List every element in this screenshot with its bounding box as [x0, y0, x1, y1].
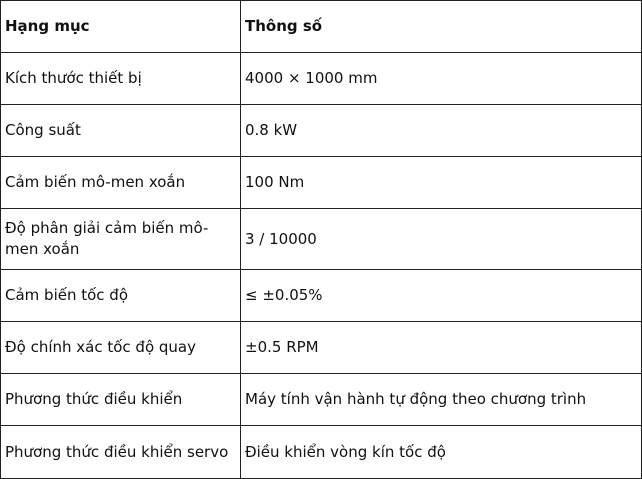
row-value-cell: 100 Nm: [241, 157, 642, 209]
row-value-cell: 0.8 kW: [241, 105, 642, 157]
table-row: [1, 270, 642, 322]
header-item: Hạng mục: [1, 1, 241, 53]
row-item-cell: Kích thước thiết bị: [1, 53, 241, 105]
table-row: [1, 105, 642, 157]
table-row: [1, 322, 642, 374]
row-item-cell: Phương thức điều khiển servo: [1, 426, 241, 479]
table-row: [1, 157, 642, 209]
row-value-cell: Điều khiển vòng kín tốc độ: [241, 426, 642, 479]
row-value-cell: Máy tính vận hành tự động theo chương trình: [241, 374, 642, 426]
row-value-cell: ±0.5 RPM: [241, 322, 642, 374]
row-value-cell: 4000 × 1000 mm: [241, 53, 642, 105]
row-item-cell: Cảm biến tốc độ: [1, 270, 241, 322]
table-header-row: [1, 1, 642, 53]
row-value-cell: 3 / 10000: [241, 209, 642, 270]
table-row: [1, 374, 642, 426]
header-spec: Thông số: [241, 1, 642, 53]
row-item-cell: Cảm biến mô-men xoắn: [1, 157, 241, 209]
row-item-cell: Công suất: [1, 105, 241, 157]
row-item-cell: Độ phân giải cảm biến mô-men xoắn: [1, 209, 241, 270]
table-row: [1, 426, 642, 479]
table-row: [1, 53, 642, 105]
row-item-cell: Độ chính xác tốc độ quay: [1, 322, 241, 374]
table-row: [1, 209, 642, 270]
row-item-cell: Phương thức điều khiển: [1, 374, 241, 426]
row-value-cell: ≤ ±0.05%: [241, 270, 642, 322]
